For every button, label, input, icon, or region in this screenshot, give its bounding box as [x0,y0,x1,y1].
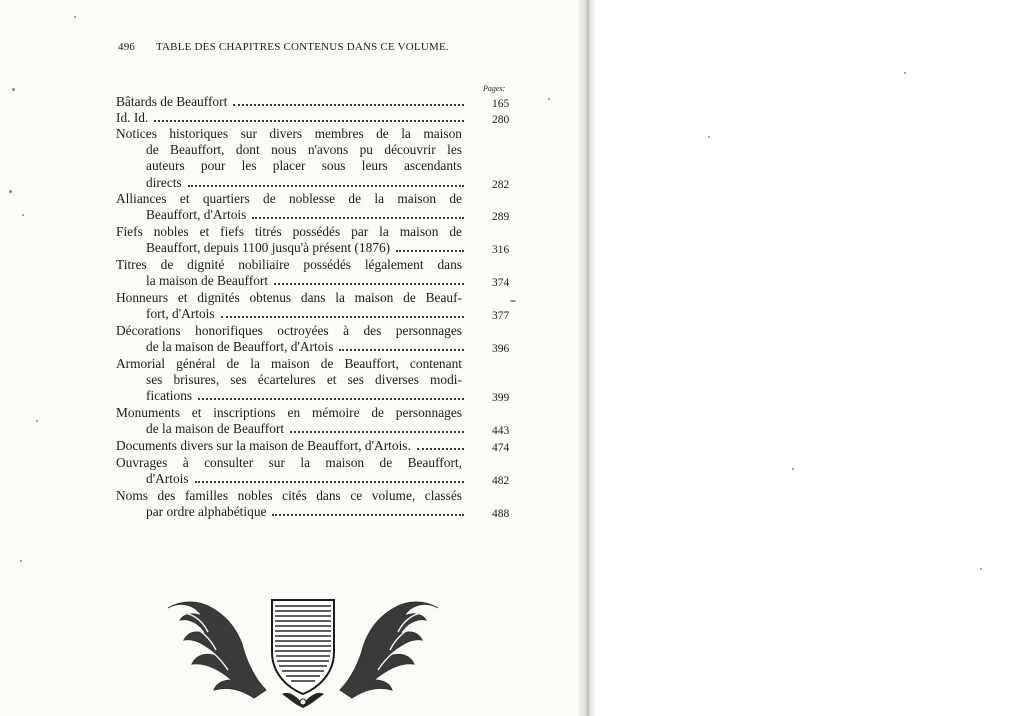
toc-entry-text: de la maison de Beauffort, d'Artois [146,339,334,355]
toc-entry-line [106,273,516,289]
dot-leader [154,120,464,122]
toc-entry [106,356,516,405]
running-title: TABLE DES CHAPITRES CONTENUS DANS CE VOLUME. [156,41,449,53]
toc-entry-text: Beauffort, depuis 1100 jusqu'à présent (1876) [146,240,391,256]
toc-entry-text: Fiefs nobles et fiefs titrés possédés par la maison de [116,224,462,239]
toc-entry-line [106,339,516,355]
toc-entry-text: fort, d'Artois [146,306,215,322]
dot-leader [195,481,464,483]
toc-entry-text: Honneurs et dignités obtenus dans la maison de Beauf- [116,290,462,305]
dot-leader [252,217,464,219]
dot-leader [339,349,464,351]
toc-page-number: 474 [492,442,510,454]
toc-entry-line [106,175,516,191]
ornament-shield-icon [162,594,444,710]
paper-speck [74,16,76,18]
toc-entry [106,257,516,289]
toc-entry-line [106,306,516,322]
toc-entry [106,290,516,322]
toc-entry-line [106,388,516,404]
dot-leader [417,448,464,450]
toc-entry-line [106,290,462,306]
paper-speck [792,468,794,470]
toc-entry-text: par ordre alphabétique [146,504,267,520]
toc-entry-text: Ouvrages à consulter sur la maison de Beauffort, [116,455,462,470]
toc-entry-line [106,405,462,421]
dot-leader [198,398,464,400]
paper-speck [548,98,550,100]
toc-entry-text: ses brisures, ses écartelures et ses diverses modi- [146,372,462,388]
toc-page-number: 282 [492,178,510,191]
toc-page-number: 482 [492,475,510,488]
toc-entry-text: d'Artois [146,471,189,487]
dot-leader [272,514,464,516]
toc-page-number: 280 [492,114,510,126]
pages-column-label: Pages: [483,84,506,93]
toc-page-number: 396 [492,343,510,356]
toc-entry-line [106,372,462,388]
dot-leader [274,283,464,285]
book-gutter [578,0,596,716]
toc-entry-text: Id. Id. [116,110,149,125]
toc-page-number: 443 [492,425,510,438]
toc-entry [106,94,516,110]
toc-entry [106,224,516,256]
toc-entry-line [106,504,516,520]
toc-entry-text: auteurs pour les placer sous leurs ascendants [146,158,462,174]
toc-entry-line [106,207,516,223]
toc-entry-line [106,191,462,207]
toc-entry [106,488,516,520]
toc-entry-line [106,356,462,372]
dot-leader [188,185,464,187]
toc-entry [106,455,516,487]
toc-entry-text: Monuments et inscriptions en mémoire de personnages [116,405,462,420]
toc-entry [106,405,516,437]
toc-entry-text: fications [146,388,193,404]
toc-entry-text: Décorations honorifiques octroyées à des personnages [116,323,462,338]
paper-speck [980,568,982,570]
toc-entry-text: Alliances et quartiers de noblesse de la maison de [116,191,462,206]
toc-entry-line [106,158,462,174]
running-head [118,41,490,57]
toc-page-number: 374 [492,277,510,290]
dot-leader [290,431,464,433]
toc-entry-line [106,94,516,110]
toc-entry-line [106,224,462,240]
toc-entry-line [106,257,462,273]
toc-entry-line [106,240,516,256]
toc-entry-line [106,471,516,487]
toc-entry-text: de Beauffort, dont nous n'avons pu découvrir les [146,142,462,158]
paper-speck [904,72,906,74]
toc-entry-text: directs [146,174,182,190]
toc-entry [106,191,516,223]
paper-speck [12,88,15,91]
dot-leader [221,316,464,318]
dot-leader [233,104,464,106]
toc-page-number: 165 [492,98,510,110]
toc-entry-line [106,126,462,142]
toc-entry-line [106,110,516,126]
right-page-blank [596,0,1024,716]
paper-speck [22,214,24,216]
toc-entry-line [106,438,516,454]
toc-entry-text: Armorial général de la maison de Beauffort, contenant [116,356,462,371]
paper-speck [20,560,22,562]
toc-entry [106,323,516,355]
toc-entry [106,438,516,454]
toc-entry-text: Notices historiques sur divers membres de la maison [116,126,462,141]
toc-entry-text: Documents divers sur la maison de Beauffort, d'Artois. [116,438,411,453]
paper-speck [9,190,12,193]
toc-entry-line [106,421,516,437]
paper-speck [708,136,710,138]
toc-entry-text: la maison de Beauffort [146,273,269,289]
toc-entry-text: Noms des familles nobles cités dans ce volume, classés [116,488,462,503]
toc-page-number: 289 [492,211,510,224]
toc-page-number: 488 [492,508,510,521]
toc-entry [106,110,516,126]
toc-entry [106,126,516,191]
toc-entry-text: de la maison de Beauffort [146,421,285,437]
toc-entry-line [106,455,462,471]
paper-speck [36,420,38,422]
toc-entry-line [106,488,462,504]
toc-entry-line [106,323,462,339]
toc-entry-line [106,142,462,158]
toc-page-number: 399 [492,392,510,405]
toc-entry-text: Titres de dignité nobiliaire possédés légalement dans [116,257,462,272]
toc-page-number: 316 [492,244,510,257]
page-number: 496 [118,41,136,53]
dot-leader [396,250,464,252]
toc-page-number: 377 [492,310,510,323]
toc-entry-text: Beauffort, d'Artois [146,207,247,223]
toc-entry-text: Bâtards de Beauffort [116,94,228,109]
